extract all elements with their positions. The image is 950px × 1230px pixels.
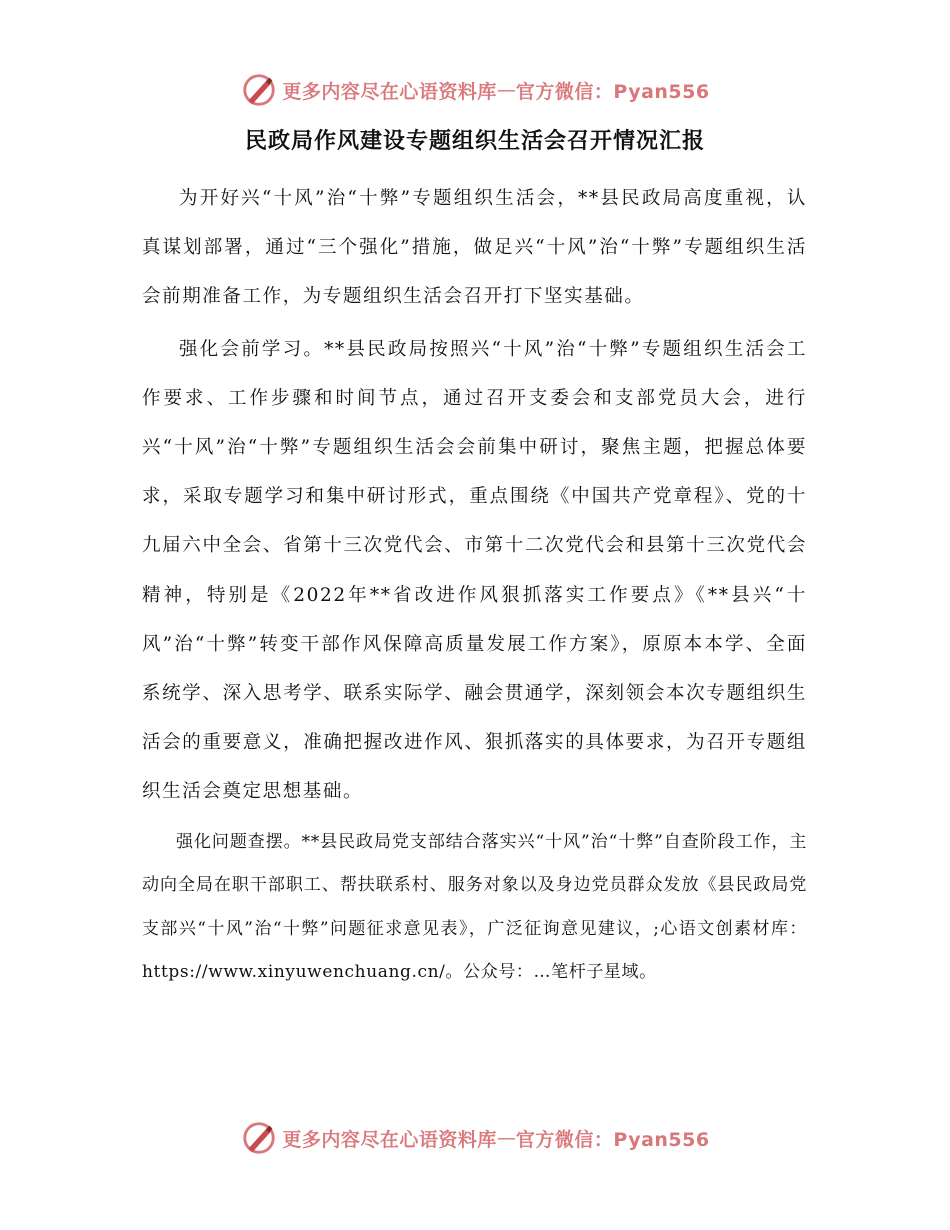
document-body <box>142 174 807 998</box>
watermark-separator: — <box>496 1127 516 1149</box>
watermark-wechat: 官方微信：Pyan556 <box>515 80 710 103</box>
paragraph-intro: 为开好兴“十风”治“十弊”专题组织生活会，**县民政局高度重视，认真谋划部署，通过“三个强化”措施，做足兴“十风”治“十弊”专题组织生活会前期准备工作，为专题组织生活会召开打下坚实基础。 <box>142 188 807 308</box>
watermark-wechat: 官方微信：Pyan556 <box>515 1128 710 1151</box>
pen-logo-icon <box>240 1119 278 1157</box>
paragraph-study: 强化会前学习。**县民政局按照兴“十风”治“十弊”专题组织生活会工作要求、工作步骤和时间节点，通过召开支委会和支部党员大会，进行兴“十风”治“十弊”专题组织生活会会前集中研讨，聚焦主题，把握总体要求，采取专题学习和集中研讨形式，重点围绕《中国共产党章程》、党的十九届六中全会、省第十三次党代会、市第十二次党代会和县第十三次党代会精神，特别是《2022年**省改进作风狠抓落实工作要点》《**县兴“十风”治“十弊”转变干部作风保障高质量发展工作方案》，原原本本学、全面系统学、深入思考学、联系实际学、融会贯通学，深刻领会本次专题组织生活会的重要意义，准确把握改进作风、狠抓落实的具体要求，为召开专题组织生活会奠定思想基础。 <box>142 338 807 803</box>
pen-logo-icon <box>240 71 278 109</box>
watermark-text: 更多内容尽在心语资料库 <box>282 1128 497 1151</box>
watermark-header <box>0 70 950 110</box>
watermark-footer <box>0 1118 950 1158</box>
watermark-separator: — <box>496 79 516 101</box>
watermark-text: 更多内容尽在心语资料库 <box>282 80 497 103</box>
paragraph-issues: 强化问题查摆。**县民政局党支部结合落实兴“十风”治“十弊”自查阶段工作，主动向全局在职干部职工、帮扶联系村、服务对象以及身边党员群众发放《县民政局党支部兴“十风”治“十弊”问题征求意见表》，广泛征询意见建议，;心语文创素材库：https://www.xinyuwenchuang.cn/。公众号：…笔杆子星域。 <box>142 831 807 983</box>
document-title: 民政局作风建设专题组织生活会召开情况汇报 <box>244 129 705 154</box>
